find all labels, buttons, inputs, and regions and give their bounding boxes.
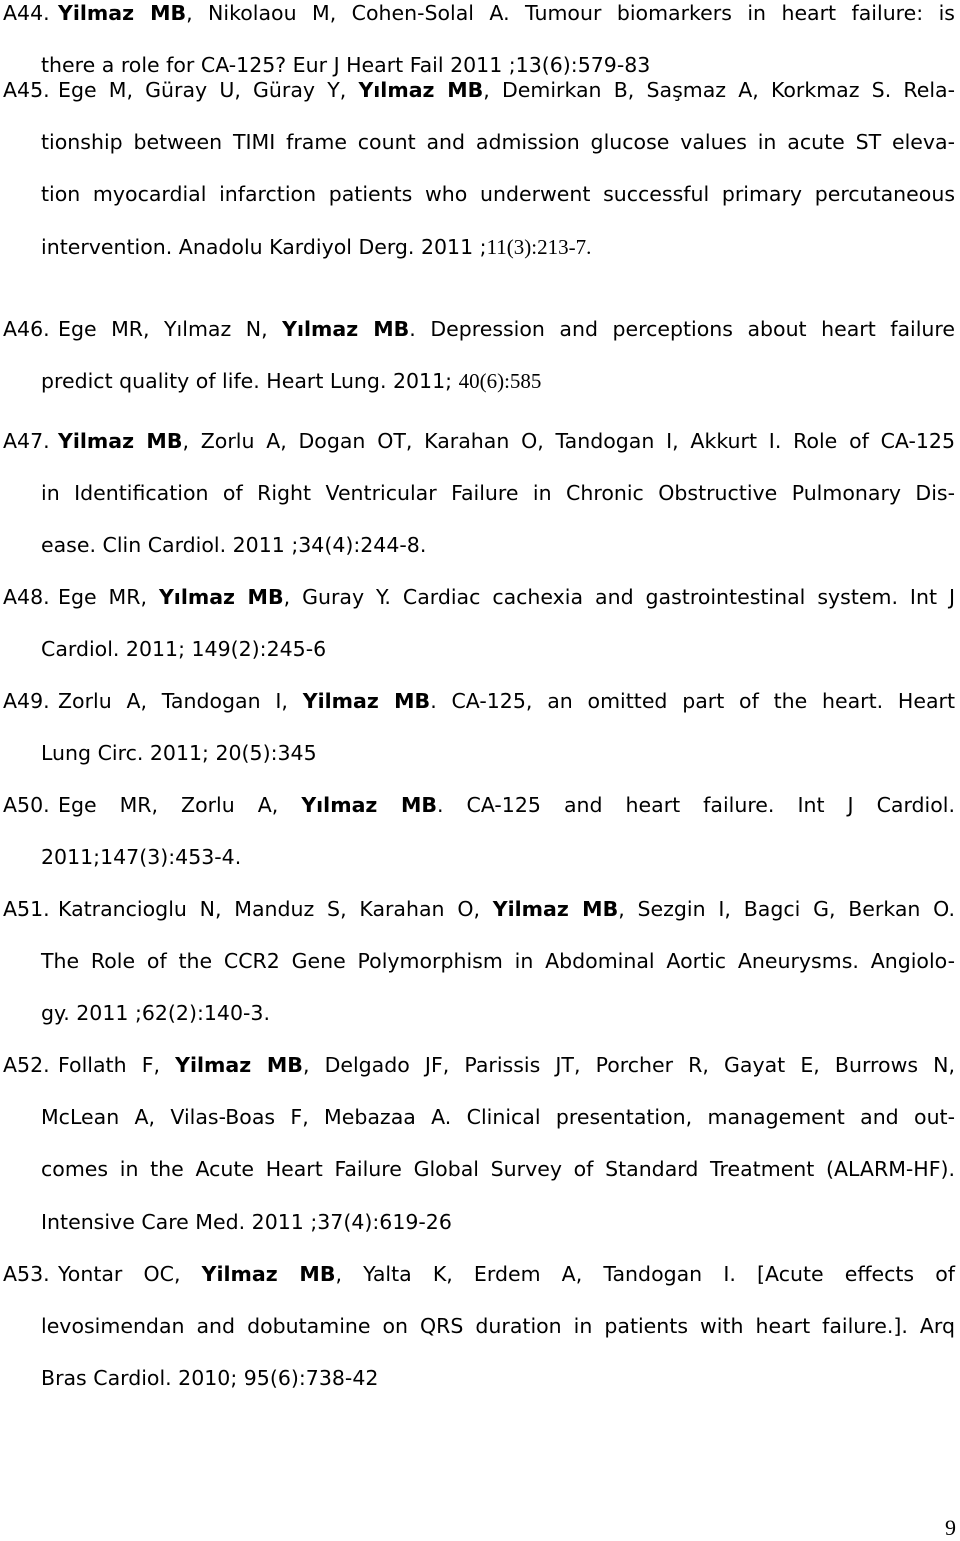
- reference-line: [41, 129, 955, 155]
- reference-line: [58, 77, 955, 103]
- reference-text: Intensive Care Med. 2011 ;37(4):619-26: [41, 1210, 452, 1234]
- reference-line: [41, 1000, 270, 1026]
- author-highlight: Yılmaz MB: [358, 78, 484, 102]
- reference-entry: [3, 688, 955, 792]
- reference-number: A52.: [3, 1053, 50, 1077]
- reference-line: [41, 948, 955, 974]
- reference-line: [41, 480, 955, 506]
- author-highlight: Yılmaz MB: [282, 317, 410, 341]
- reference-entry: [3, 792, 955, 896]
- reference-text: . CA-125 and heart failure. Int J Cardiol.: [437, 793, 955, 817]
- reference-line: [58, 896, 955, 922]
- author-highlight: Yılmaz MB: [301, 793, 437, 817]
- author-highlight: Yilmaz MB: [201, 1262, 336, 1286]
- reference-text: predict quality of life. Heart Lung. 2011;: [41, 369, 459, 393]
- reference-number: A46.: [3, 317, 50, 341]
- reference-text: , Guray Y. Cardiac cachexia and gastrointestinal system. Int J: [283, 585, 955, 609]
- reference-text: , Delgado JF, Parissis JT, Porcher R, Gayat E, Burrows N,: [302, 1053, 955, 1077]
- reference-text: McLean A, Vilas-Boas F, Mebazaa A. Clinical presentation, management and out-: [41, 1105, 955, 1129]
- reference-text: intervention. Anadolu Kardiyol Derg. 2011 ;: [41, 235, 487, 259]
- reference-text: 40(6):585: [458, 369, 542, 393]
- reference-entry: [3, 428, 955, 585]
- author-highlight: Yilmaz MB: [175, 1053, 303, 1077]
- reference-text: , Demirkan B, Saşmaz A, Korkmaz S. Rela-: [483, 78, 955, 102]
- reference-line: [41, 532, 426, 558]
- reference-text: Lung Circ. 2011; 20(5):345: [41, 741, 317, 765]
- reference-text: The Role of the CCR2 Gene Polymorphism in Abdominal Aortic Aneurysms. Angiolo-: [41, 949, 955, 973]
- reference-line: [58, 1261, 955, 1287]
- reference-text: , Sezgin I, Bagci G, Berkan O.: [618, 897, 956, 921]
- reference-number: A53.: [3, 1262, 50, 1286]
- reference-line: [58, 688, 955, 714]
- reference-entry: [3, 1052, 955, 1261]
- reference-text: there a role for CA-125? Eur J Heart Fail 2011 ;13(6):579-83: [41, 53, 651, 77]
- reference-text: tion myocardial infarction patients who underwent successful primary percutaneous: [41, 182, 955, 206]
- reference-text: gy. 2011 ;62(2):140-3.: [41, 1001, 270, 1025]
- reference-line: [41, 740, 317, 766]
- reference-entry: [3, 77, 955, 286]
- reference-text: , Zorlu A, Dogan OT, Karahan O, Tandogan I, Akkurt I. Role of CA-125: [182, 429, 956, 453]
- author-highlight: Yilmaz MB: [492, 897, 619, 921]
- reference-line: [41, 1156, 955, 1182]
- reference-text: Follath F,: [58, 1053, 176, 1077]
- reference-text: in Identification of Right Ventricular Failure in Chronic Obstructive Pulmonary Dis-: [41, 481, 955, 505]
- reference-line: [41, 844, 241, 870]
- reference-text: Katrancioglu N, Manduz S, Karahan O,: [58, 897, 493, 921]
- reference-line: [58, 428, 955, 454]
- reference-entry: [3, 316, 955, 420]
- reference-line: [41, 181, 955, 207]
- reference-text: Zorlu A, Tandogan I,: [58, 689, 303, 713]
- reference-number: A44.: [3, 1, 50, 25]
- reference-text: ease. Clin Cardiol. 2011 ;34(4):244-8.: [41, 533, 427, 557]
- reference-text: 2011;147(3):453-4.: [41, 845, 242, 869]
- reference-line: [58, 584, 955, 610]
- reference-text: Ege MR, Zorlu A,: [58, 793, 302, 817]
- reference-number: A49.: [3, 689, 50, 713]
- reference-number: A48.: [3, 585, 50, 609]
- page-number: 9: [945, 1515, 956, 1540]
- author-highlight: Yılmaz MB: [158, 585, 284, 609]
- reference-line: [41, 1365, 378, 1391]
- reference-line: [58, 0, 955, 26]
- reference-entry: [3, 1261, 955, 1418]
- reference-text: . CA-125, an omitted part of the heart. Heart: [430, 689, 955, 713]
- reference-text: Ege MR, Yılmaz N,: [58, 317, 283, 341]
- reference-number: A51.: [3, 897, 50, 921]
- reference-line: [41, 1313, 955, 1339]
- reference-text: levosimendan and dobutamine on QRS duration in patients with heart failure.]. Arq: [41, 1314, 955, 1338]
- reference-text: Ege M, Güray U, Güray Y,: [58, 78, 359, 102]
- reference-line: [41, 52, 650, 78]
- reference-text: Ege MR,: [58, 585, 159, 609]
- reference-line: [41, 636, 326, 662]
- reference-text: 11(3):213-7.: [486, 235, 592, 259]
- reference-line: [41, 368, 541, 394]
- reference-text: tionship between TIMI frame count and admission glucose values in acute ST eleva-: [41, 130, 955, 154]
- reference-line: [58, 792, 955, 818]
- reference-line: [58, 316, 955, 342]
- reference-line: [58, 1052, 955, 1078]
- reference-text: , Nikolaou M, Cohen-Solal A. Tumour biomarkers in heart failure: is: [186, 1, 955, 25]
- reference-text: . Depression and perceptions about heart failure: [409, 317, 955, 341]
- author-highlight: Yilmaz MB: [302, 689, 431, 713]
- reference-entry: [3, 896, 955, 1053]
- author-highlight: Yilmaz MB: [58, 1, 187, 25]
- author-highlight: Yilmaz MB: [58, 429, 183, 453]
- reference-number: A47.: [3, 429, 50, 453]
- reference-text: Bras Cardiol. 2010; 95(6):738-42: [41, 1366, 379, 1390]
- reference-text: Cardiol. 2011; 149(2):245-6: [41, 637, 327, 661]
- reference-number: A50.: [3, 793, 50, 817]
- reference-text: , Yalta K, Erdem A, Tandogan I. [Acute effects of: [335, 1262, 955, 1286]
- reference-number: A45.: [3, 78, 50, 102]
- reference-entry: [3, 584, 955, 688]
- reference-text: comes in the Acute Heart Failure Global Survey of Standard Treatment (ALARM-HF).: [41, 1157, 955, 1181]
- reference-line: [41, 234, 591, 260]
- reference-line: [41, 1104, 955, 1130]
- reference-text: Yontar OC,: [58, 1262, 202, 1286]
- reference-line: [41, 1209, 452, 1235]
